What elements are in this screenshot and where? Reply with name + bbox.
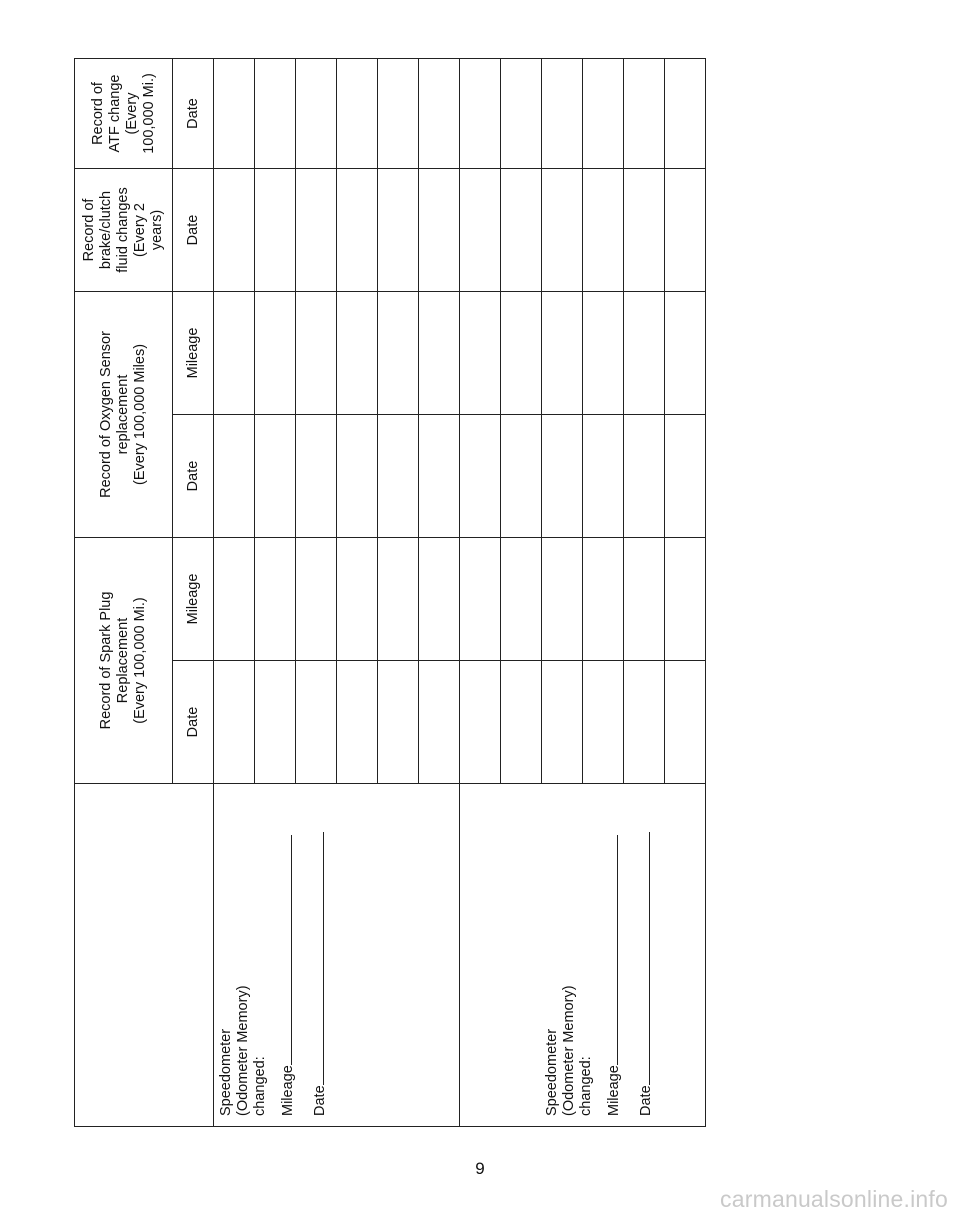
entry-cell[interactable] — [542, 537, 583, 660]
entry-cell[interactable] — [665, 58, 706, 168]
entry-cell[interactable] — [665, 291, 706, 414]
entry-cell[interactable] — [296, 58, 337, 168]
entry-cell[interactable] — [501, 414, 542, 537]
entry-cell[interactable] — [214, 537, 255, 660]
entry-cell[interactable] — [583, 661, 624, 784]
date-fill-field[interactable] — [635, 784, 655, 1116]
spark-plug-mileage-header: Mileage — [173, 537, 214, 660]
entry-cell[interactable] — [460, 291, 501, 414]
entry-cell[interactable] — [214, 414, 255, 537]
entry-cell[interactable] — [583, 537, 624, 660]
date-fill-field[interactable] — [309, 784, 329, 1116]
table-row — [214, 58, 255, 1126]
entry-cell[interactable] — [583, 291, 624, 414]
odometer-note-line: changed: — [578, 1056, 594, 1116]
entry-cell[interactable] — [419, 414, 460, 537]
entry-cell[interactable] — [542, 58, 583, 168]
entry-cell[interactable] — [378, 291, 419, 414]
entry-cell[interactable] — [624, 537, 665, 660]
entry-cell[interactable] — [624, 168, 665, 291]
entry-cell[interactable] — [296, 537, 337, 660]
entry-cell[interactable] — [255, 661, 296, 784]
entry-cell[interactable] — [378, 168, 419, 291]
mileage-label: Mileage — [606, 1065, 622, 1116]
entry-cell[interactable] — [296, 661, 337, 784]
entry-cell[interactable] — [501, 537, 542, 660]
entry-cell[interactable] — [419, 58, 460, 168]
atf-date-header: Date — [173, 58, 214, 168]
date-fill-line[interactable] — [309, 832, 324, 1085]
table-row — [460, 58, 501, 1126]
entry-cell[interactable] — [665, 537, 706, 660]
entry-cell[interactable] — [296, 168, 337, 291]
brake-clutch-date-header: Date — [173, 168, 214, 291]
entry-cell[interactable] — [419, 168, 460, 291]
entry-cell[interactable] — [214, 291, 255, 414]
mileage-fill-line[interactable] — [277, 835, 292, 1065]
entry-cell[interactable] — [542, 168, 583, 291]
entry-cell[interactable] — [665, 661, 706, 784]
header-row — [75, 58, 173, 1126]
entry-cell[interactable] — [214, 168, 255, 291]
entry-cell[interactable] — [624, 58, 665, 168]
entry-cell[interactable] — [378, 414, 419, 537]
entry-cell[interactable] — [460, 537, 501, 660]
entry-cell[interactable] — [460, 168, 501, 291]
entry-cell[interactable] — [542, 291, 583, 414]
entry-cell[interactable] — [378, 661, 419, 784]
entry-cell[interactable] — [255, 291, 296, 414]
entry-cell[interactable] — [665, 414, 706, 537]
brake-clutch-header: Record of brake/clutch fluid changes (Every 2 years) — [75, 168, 173, 291]
entry-cell[interactable] — [337, 168, 378, 291]
entry-cell[interactable] — [460, 414, 501, 537]
entry-cell[interactable] — [337, 58, 378, 168]
service-record-table — [74, 58, 706, 1127]
odometer-note-block-1 — [214, 784, 460, 1127]
entry-cell[interactable] — [501, 168, 542, 291]
page-number: 9 — [475, 1159, 485, 1178]
entry-cell[interactable] — [501, 661, 542, 784]
entry-cell[interactable] — [214, 661, 255, 784]
entry-cell[interactable] — [255, 414, 296, 537]
entry-cell[interactable] — [583, 58, 624, 168]
blank-corner-cell — [75, 784, 214, 1127]
entry-cell[interactable] — [624, 661, 665, 784]
entry-cell[interactable] — [419, 291, 460, 414]
entry-cell[interactable] — [337, 414, 378, 537]
odometer-note-line: Speedometer — [218, 1028, 234, 1116]
odometer-note-line: Speedometer — [544, 1028, 560, 1116]
entry-cell[interactable] — [337, 661, 378, 784]
odometer-note-line: changed: — [252, 1056, 268, 1116]
entry-cell[interactable] — [255, 537, 296, 660]
date-label: Date — [638, 1085, 654, 1116]
odometer-note-line: (Odometer Memory) — [561, 985, 577, 1116]
entry-cell[interactable] — [378, 58, 419, 168]
entry-cell[interactable] — [255, 168, 296, 291]
entry-cell[interactable] — [501, 291, 542, 414]
mileage-fill-field[interactable] — [277, 784, 297, 1116]
spark-plug-date-header: Date — [173, 661, 214, 784]
odometer-note-line: (Odometer Memory) — [235, 985, 251, 1116]
date-fill-line[interactable] — [635, 832, 650, 1085]
entry-cell[interactable] — [542, 661, 583, 784]
spark-plug-header: Record of Spark Plug Replacement (Every 100,000 Mi.) — [75, 537, 173, 783]
mileage-fill-field[interactable] — [603, 784, 623, 1116]
entry-cell[interactable] — [624, 291, 665, 414]
entry-cell[interactable] — [583, 168, 624, 291]
date-label: Date — [312, 1085, 328, 1116]
entry-cell[interactable] — [255, 58, 296, 168]
watermark: carmanualsonline.info — [720, 1186, 948, 1212]
entry-cell[interactable] — [296, 414, 337, 537]
entry-cell[interactable] — [337, 537, 378, 660]
entry-cell[interactable] — [542, 414, 583, 537]
entry-cell[interactable] — [583, 414, 624, 537]
mileage-fill-line[interactable] — [603, 835, 618, 1065]
entry-cell[interactable] — [624, 414, 665, 537]
entry-cell[interactable] — [665, 168, 706, 291]
entry-cell[interactable] — [378, 537, 419, 660]
mileage-label: Mileage — [280, 1065, 296, 1116]
entry-cell[interactable] — [214, 58, 255, 168]
atf-header: Record of ATF change (Every 100,000 Mi.) — [75, 58, 173, 168]
entry-cell[interactable] — [296, 291, 337, 414]
oxygen-sensor-mileage-header: Mileage — [173, 291, 214, 414]
entry-cell[interactable] — [419, 661, 460, 784]
entry-cell[interactable] — [501, 58, 542, 168]
entry-cell[interactable] — [419, 537, 460, 660]
oxygen-sensor-date-header: Date — [173, 414, 214, 537]
entry-cell[interactable] — [337, 291, 378, 414]
oxygen-sensor-header: Record of Oxygen Sensor replacement (Every 100,000 Miles) — [75, 291, 173, 537]
odometer-note-block-2 — [460, 784, 706, 1127]
entry-cell[interactable] — [460, 58, 501, 168]
entry-cell[interactable] — [460, 661, 501, 784]
